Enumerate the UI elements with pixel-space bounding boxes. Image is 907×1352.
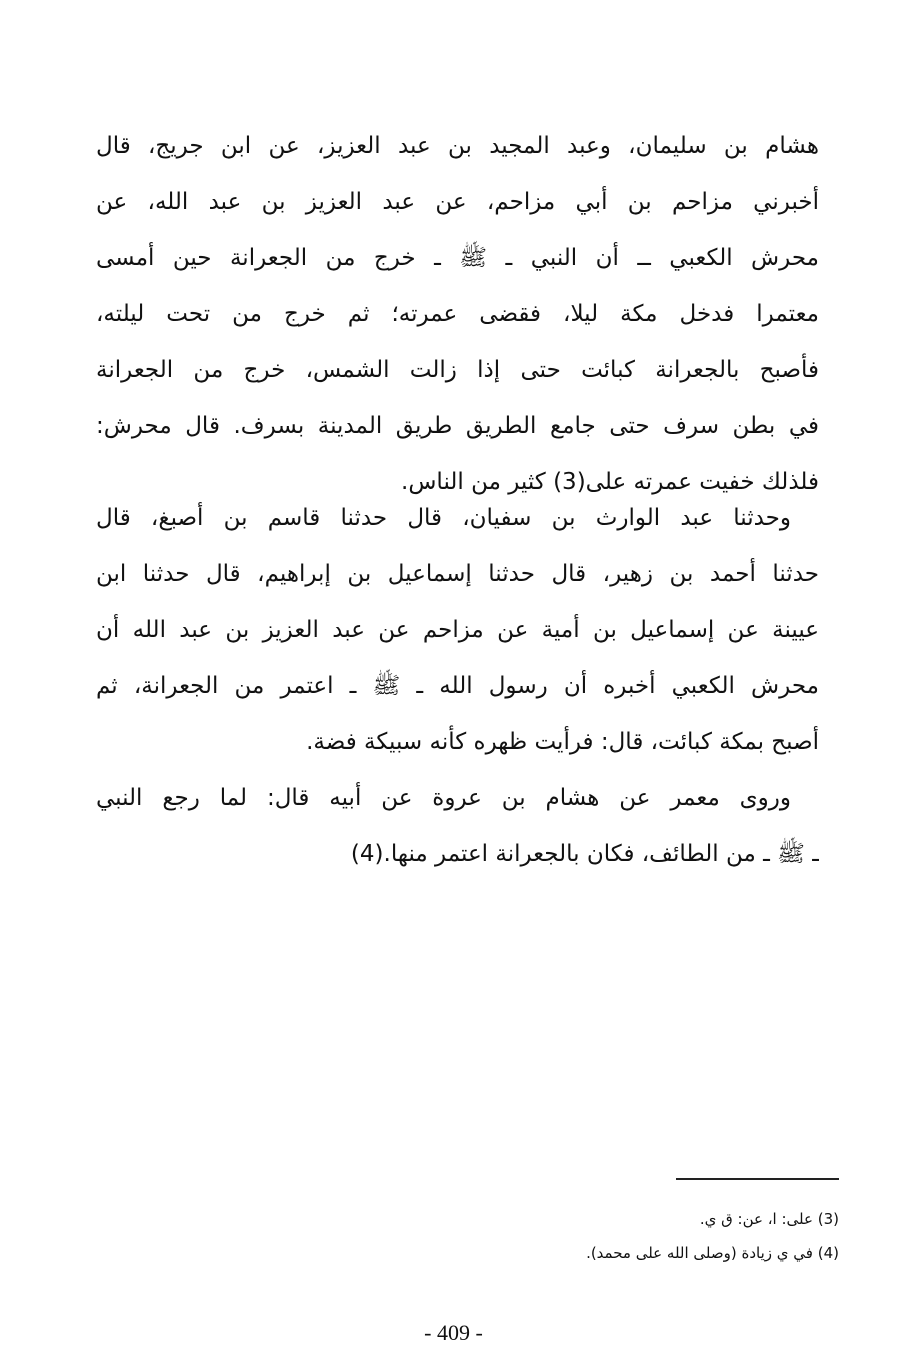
- text-line: عيينة عن إسماعيل بن أمية عن مزاحم عن عبد العزيز بن عبد الله أن: [96, 617, 819, 643]
- paragraph-3: [96, 770, 819, 882]
- footnote-3: (3) على: ا، عن: ق ي.: [699, 1210, 839, 1228]
- text-line: محرش الكعبي ــ أن النبي ـ ﷺ ـ خرج من الجعرانة حين أمسى: [96, 245, 819, 271]
- footnote-separator: [676, 1178, 839, 1180]
- text-line: وروى معمر عن هشام بن عروة عن أبيه قال: لما رجع النبي: [96, 785, 791, 811]
- text-line: معتمرا فدخل مكة ليلا، فقضى عمرته؛ ثم خرج من تحت ليلته،: [96, 301, 819, 327]
- page-number: - 409 -: [424, 1320, 483, 1345]
- paragraph-1: [96, 118, 819, 510]
- paragraph-2: [96, 490, 819, 770]
- text-line: حدثنا أحمد بن زهير، قال حدثنا إسماعيل بن إبراهيم، قال حدثنا ابن: [96, 561, 819, 587]
- text-line: هشام بن سليمان، وعبد المجيد بن عبد العزيز، عن ابن جريج، قال: [96, 133, 819, 159]
- text-line: في بطن سرف حتى جامع الطريق طريق المدينة بسرف. قال محرش:: [96, 413, 819, 439]
- footnote-4: (4) في ي زيادة (وصلى الله على محمد).: [586, 1244, 839, 1262]
- text-line: ـ ﷺ ـ من الطائف، فكان بالجعرانة اعتمر منها.(4): [350, 841, 819, 867]
- text-line: وحدثنا عبد الوارث بن سفيان، قال حدثنا قاسم بن أصبغ، قال: [96, 505, 791, 531]
- text-line: أصبح بمكة كبائت، قال: فرأيت ظهره كأنه سبيكة فضة.: [306, 729, 819, 755]
- text-line: فأصبح بالجعرانة كبائت حتى إذا زالت الشمس، خرج من الجعرانة: [96, 357, 819, 383]
- text-line: محرش الكعبي أخبره أن رسول الله ـ ﷺ ـ اعتمر من الجعرانة، ثم: [96, 673, 819, 699]
- text-line: أخبرني مزاحم بن أبي مزاحم، عن عبد العزيز بن عبد الله، عن: [96, 189, 819, 215]
- text-line: فلذلك خفيت عمرته على(3) كثير من الناس.: [401, 469, 819, 495]
